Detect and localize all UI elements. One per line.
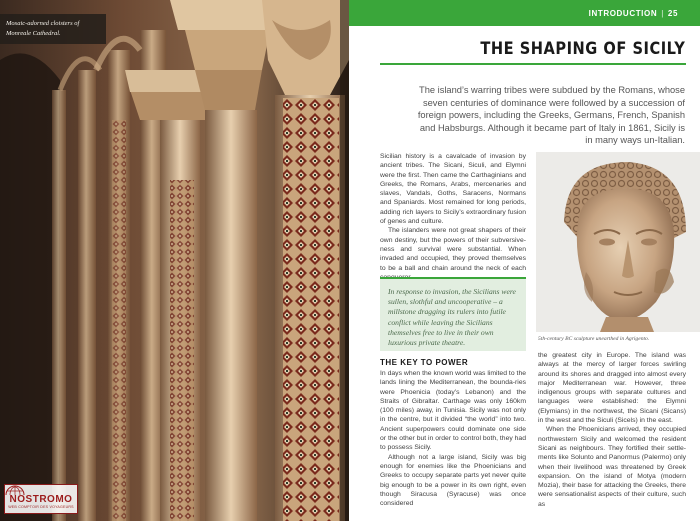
body-paragraph: In days when the known world was limited to the lands lining the Mediterranean, the bounda-ries were Phoenicia (today’s Lebanon) and the Straits of Gibraltar. Carthage was only 160km (100 miles) away, in Tunisia. Sicily was not only in the centre, but it divided “the world” into two. Ancient superpowers could dominate one side or the other but in order to control both, they had to possess Sicily.	[380, 370, 526, 452]
running-head	[589, 9, 678, 18]
watermark-title: NOSTROMO	[9, 494, 73, 505]
cloister-columns-illustration	[0, 0, 349, 521]
globe-icon	[5, 485, 25, 496]
cloister-photo	[0, 0, 349, 521]
body-paragraph: When the Phoenicians arrived, they occupied northwestern Sicily and welcomed the resident Sicani as neighbours. They fortified their settle-ments like Soluntο and Panormus (Palermo) only when their livelihood was threatened by Greek expansion. On the island of Motya (modern Mozia), their base for attacking the Greeks, there were sensationalist aspects of their culture, such as	[538, 426, 686, 508]
photo-caption: Mosaic-adorned cloisters of Monreale Cathedral.	[0, 14, 106, 44]
body-paragraph: Sicilian history is a cavalcade of invasion by ancient tribes. The Sicani, Siculi, and Elymni were the first. Then came the Carthaginians and Greeks, the Romans, Arabs, mercenaries and slaves, Vandals, Goths, Saracens, Normans and Spaniards. Most remained for long periods, adding rich layers to Sicily’s extraordinary fusion of genes and culture.	[380, 153, 526, 226]
body-column-left-top	[380, 152, 526, 282]
page-title: THE SHAPING OF SICILY	[480, 39, 685, 59]
page-header-bar	[349, 0, 700, 26]
sculpture-photo	[536, 152, 700, 332]
title-rule	[380, 63, 686, 65]
pull-quote: In response to invasion, the Sicilians were sullen, slothful and uncooperative – a millstone dragging its rulers into futile conflict while leaving the Sicilians themselves free to live in their own luxurious private theatre.	[380, 277, 526, 351]
text-page	[349, 0, 700, 521]
body-paragraph: Although not a large island, Sicily was big enough for enemies like the Phoenicians and Greeks to occupy separate parts yet never quite big enough to be a power in its own right, even though Siracusa (Syracuse) was once considered	[380, 453, 526, 508]
body-column-left-bottom	[380, 369, 526, 508]
body-paragraph: the greatest city in Europe. The island was always at the mercy of larger forces swirling around its shores and dragged into almost every major Mediterranean war. However, three indigenous groups with separate cultures and languages were established: the Elymni (Elymians) in the northwest, the Sicani (Sicans) in the west and the Siculi (Sicels) in the east.	[538, 352, 686, 425]
section-subhead: THE KEY TO POWER	[380, 358, 469, 367]
nostromo-watermark	[4, 484, 78, 514]
page-number: 25	[667, 9, 678, 18]
watermark-subtitle: WEB COMPTOIR DES VOYAGEURS	[8, 505, 74, 509]
sculpture-caption: 5th-century BC sculpture unearthed in Agrigento.	[538, 336, 650, 342]
header-separator: |	[661, 9, 664, 18]
sculpture-head-illustration	[536, 152, 700, 332]
intro-paragraph: The island’s warring tribes were subdued by the Romans, whose seven centuries of dominance were followed by a succession of foreign powers, including the Greeks, Germans, French, Spanish and Habsburgs. Although it became part of Italy in 1861, Sicily is in many ways un-Italian.	[417, 85, 685, 145]
body-column-right	[538, 351, 686, 509]
body-paragraph: The islanders were not great shapers of their own destiny, but the powers of their subversive-ness and survival were substantial. When invaded and occupied, they proved themselves to be a ball and chain around the neck of each	[380, 227, 526, 272]
section-label: INTRODUCTION	[588, 9, 658, 18]
